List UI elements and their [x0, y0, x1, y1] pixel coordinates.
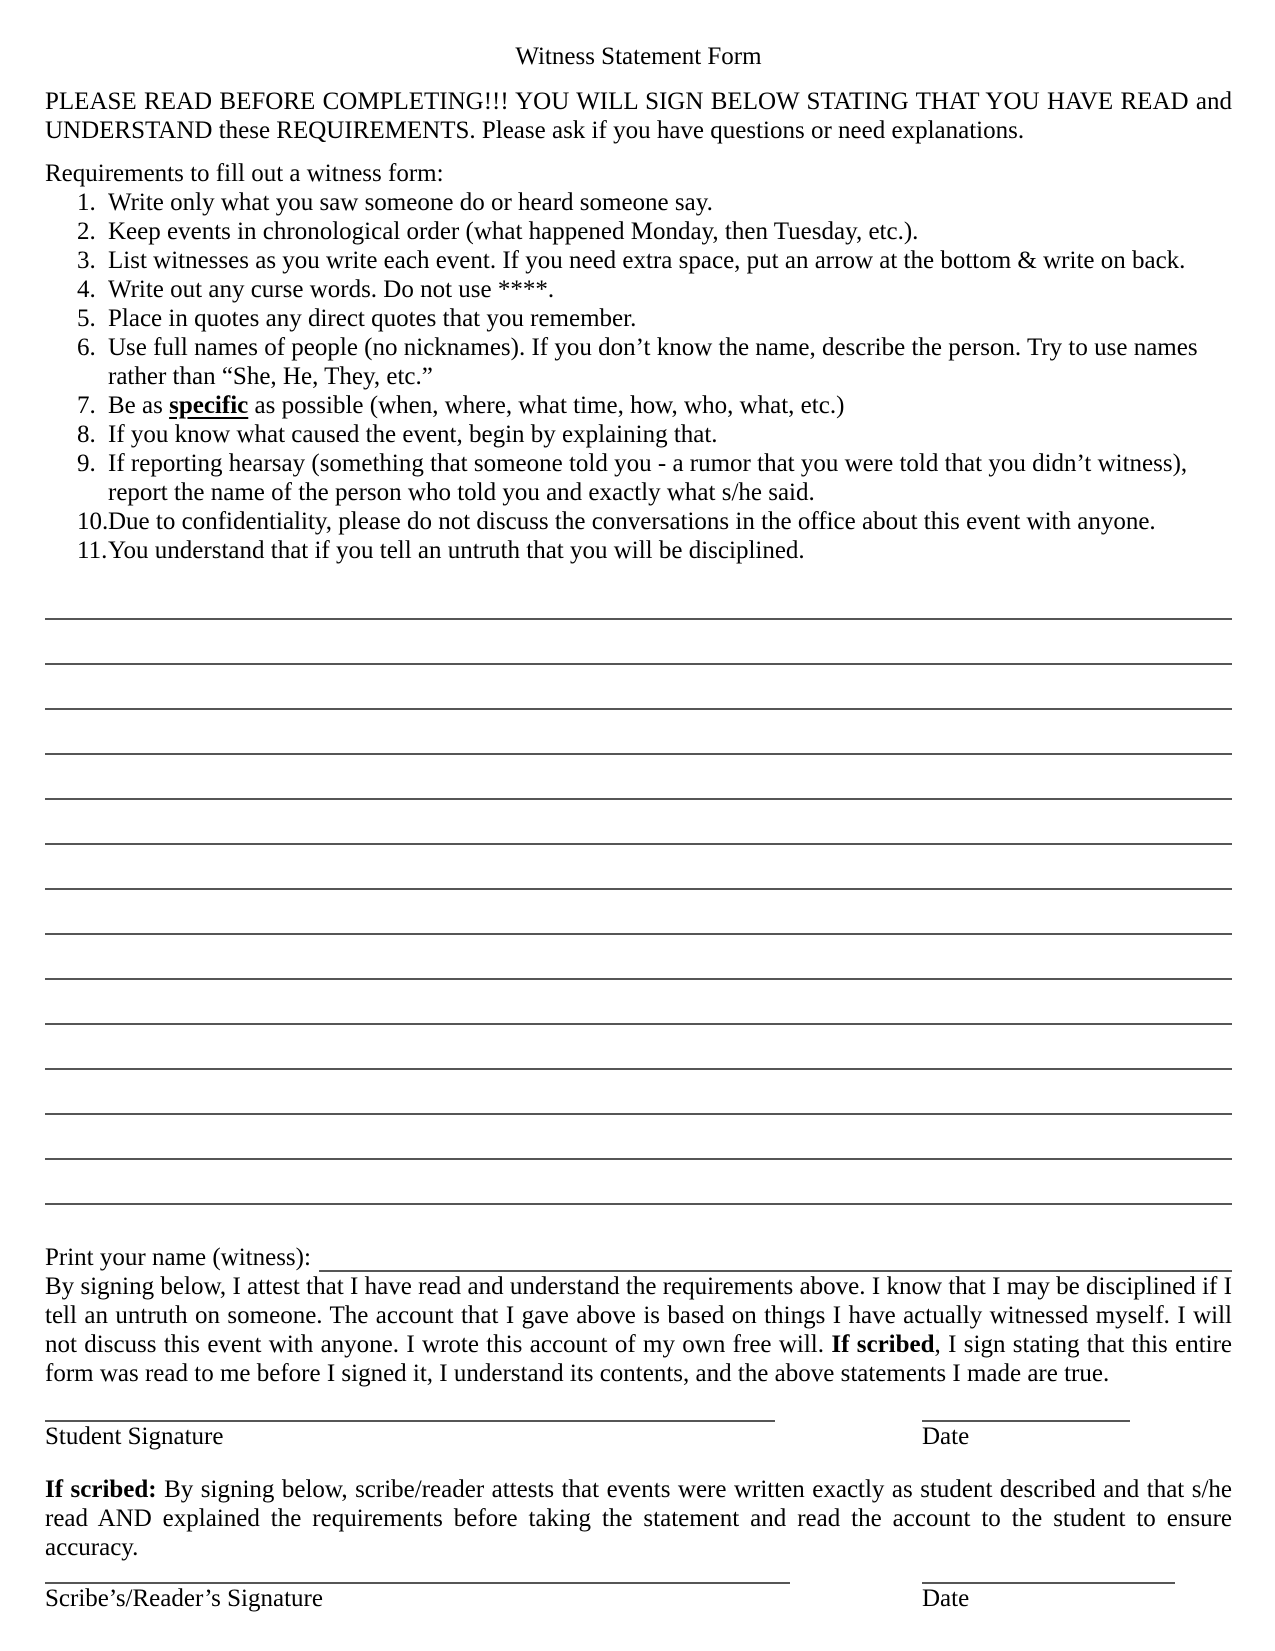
requirement-item-6: Use full names of people (no nicknames). If you don’t know the name, describe the person. Try to use names rather than “She, He, They, etc.”: [108, 334, 1198, 390]
scribe-signature-labels: [45, 1584, 1232, 1613]
requirement-item-10: Due to confidentiality, please do not discuss the conversations in the office about this event with anyone.: [108, 508, 1156, 535]
writing-line[interactable]: [45, 935, 1232, 980]
student-signature-labels: [45, 1422, 1232, 1451]
scribe-note-if-scribed-bold: If scribed:: [45, 1476, 157, 1503]
requirement-item-7-emphasis: specific: [169, 392, 249, 419]
requirement-item-5: Place in quotes any direct quotes that you remember.: [108, 305, 637, 332]
student-signature-label: Student Signature: [45, 1423, 224, 1450]
writing-line[interactable]: [45, 710, 1232, 755]
print-name-row: [45, 1243, 1232, 1272]
requirements-list: [45, 188, 1232, 565]
writing-line[interactable]: [45, 1025, 1232, 1070]
scribe-signature-label: Scribe’s/Reader’s Signature: [45, 1585, 323, 1612]
student-signature-row: [45, 1396, 1232, 1422]
requirement-item-11: You understand that if you tell an untruth that you will be disciplined.: [108, 537, 805, 564]
student-date-label: Date: [922, 1423, 970, 1450]
requirement-item-4: Write out any curse words. Do not use ****.: [108, 276, 555, 303]
writing-line[interactable]: [45, 755, 1232, 800]
print-name-label: Print your name (witness):: [45, 1244, 311, 1271]
attestation-paragraph: [45, 1272, 1232, 1388]
requirement-item-8: If you know what caused the event, begin by explaining that.: [108, 421, 718, 448]
scribe-signature-row: [45, 1562, 1232, 1584]
statement-writing-area: [45, 575, 1232, 1205]
writing-line[interactable]: [45, 665, 1232, 710]
writing-line[interactable]: [45, 620, 1232, 665]
scribe-note-text: By signing below, scribe/reader attests that events were written exactly as student described and that s/he read AND explained the requirements before taking the statement and read the account to the student to ensure accuracy.: [45, 1476, 1232, 1561]
requirement-item-7-suffix: as possible (when, where, what time, how, who, what, etc.): [248, 392, 845, 419]
page-title: Witness Statement Form: [515, 43, 762, 70]
writing-line[interactable]: [45, 1160, 1232, 1205]
requirement-item-1: Write only what you saw someone do or heard someone say.: [108, 189, 713, 216]
requirement-item-7: [45, 391, 1232, 420]
scribe-date-label: Date: [922, 1585, 970, 1612]
writing-line[interactable]: [45, 575, 1232, 620]
attestation-if-scribed-bold: If scribed: [831, 1331, 935, 1358]
scribe-note-paragraph: [45, 1475, 1232, 1562]
writing-line[interactable]: [45, 1070, 1232, 1115]
writing-line[interactable]: [45, 845, 1232, 890]
print-name-input-line[interactable]: [319, 1248, 1232, 1272]
writing-line[interactable]: [45, 980, 1232, 1025]
requirement-item-2: Keep events in chronological order (what happened Monday, then Tuesday, etc.).: [108, 218, 919, 245]
read-before-completing-notice: PLEASE READ BEFORE COMPLETING!!! YOU WILL SIGN BELOW STATING THAT YOU HAVE READ and UNDERSTAND these REQUIREMENTS. Please ask if you have questions or need explanations.: [45, 88, 1232, 144]
requirement-item-9: If reporting hearsay (something that someone told you - a rumor that you were told that you didn’t witness), report the name of the person who told you and exactly what s/he said.: [108, 450, 1188, 506]
requirement-item-7-prefix: Be as: [108, 392, 170, 419]
writing-line[interactable]: [45, 800, 1232, 845]
writing-line[interactable]: [45, 1115, 1232, 1160]
requirements-heading: Requirements to fill out a witness form:: [45, 160, 444, 187]
attestation-text-2: , I sign stating that this entire form was read to me before I signed it, I understand its contents, and the above statements I made are true.: [45, 1331, 1233, 1387]
requirement-item-3: List witnesses as you write each event. If you need extra space, put an arrow at the bottom & write on back.: [108, 247, 1186, 274]
writing-line[interactable]: [45, 890, 1232, 935]
attestation-text-1: By signing below, I attest that I have read and understand the requirements above. I know that I may be disciplined if I tell an untruth on someone. The account that I gave above is based on things I have actually witnessed myself. I will not discuss this event with anyone. I wrote this account of my own free will.: [45, 1273, 1232, 1358]
